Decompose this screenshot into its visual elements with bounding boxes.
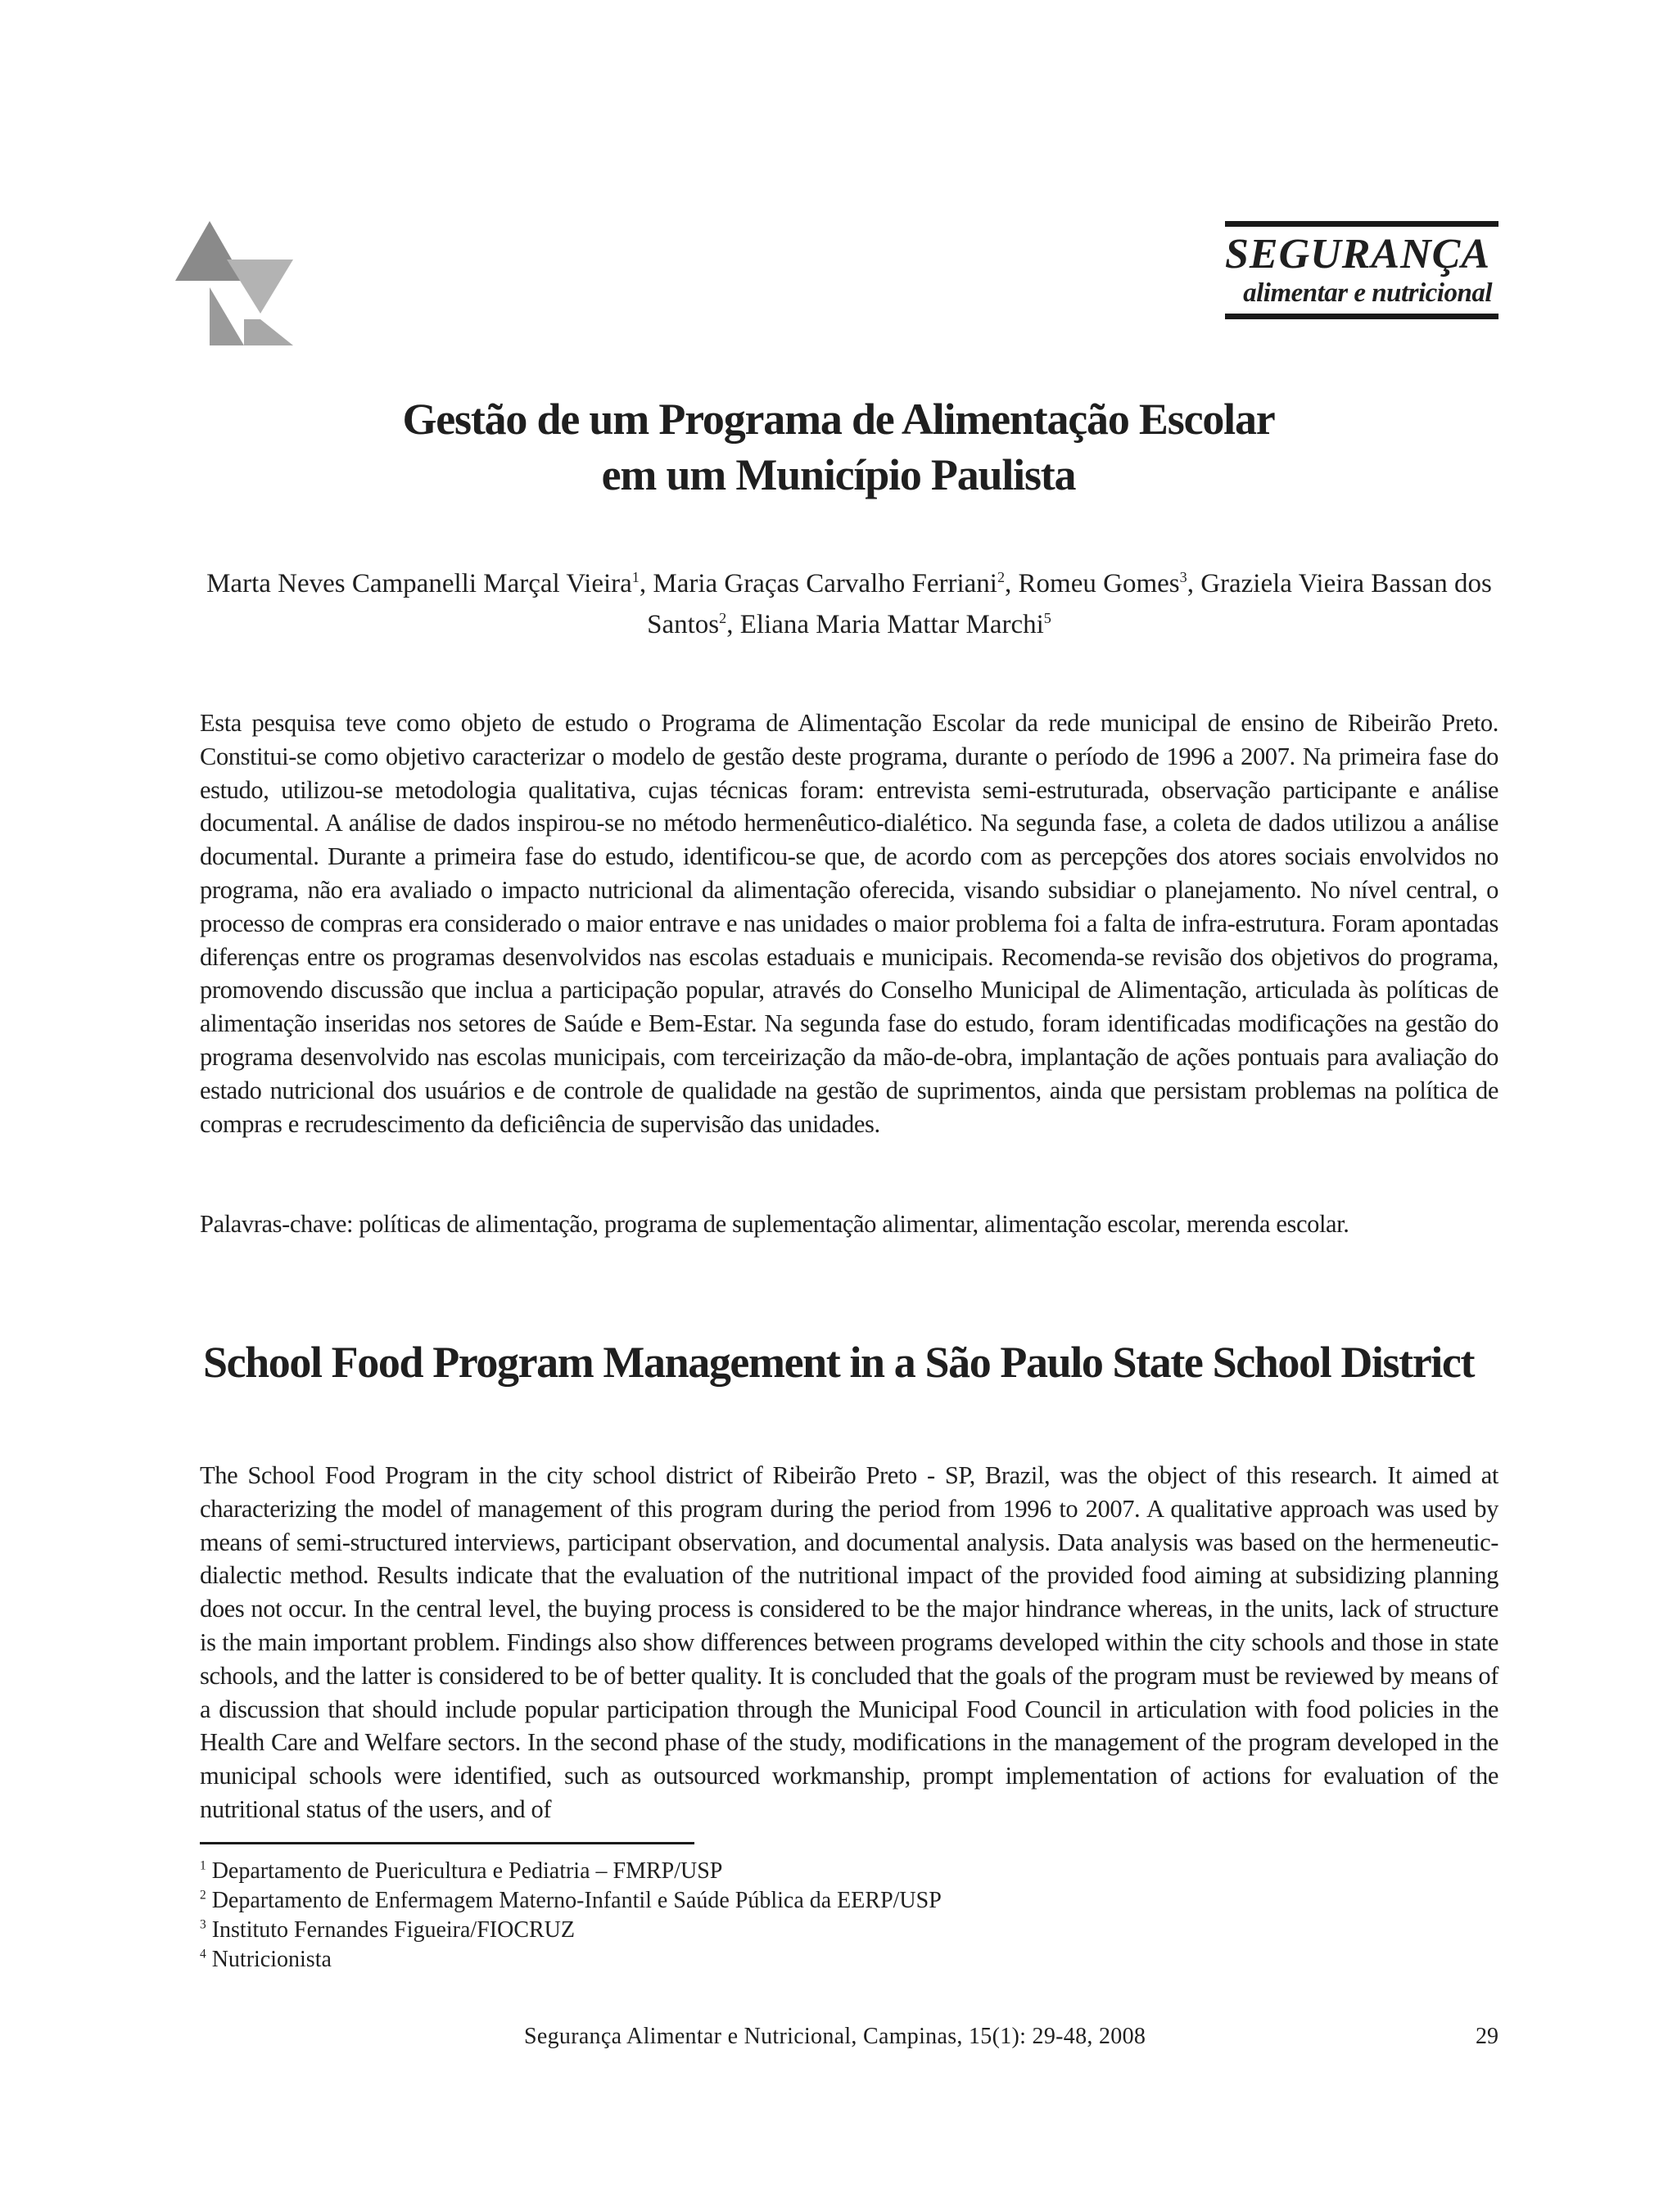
- footnote-number: 3: [200, 1917, 206, 1932]
- author-list: Marta Neves Campanelli Marçal Vieira$^1$, Maria Graças Carvalho Ferriani$^2$, Romeu Gomes$^3$, Graziela Vieira Bassan dos Santos$^2$, Eliana Maria Mattar Marchi$^5$: [206, 569, 1492, 639]
- brand-subtitle: alimentar e nutricional: [1243, 278, 1492, 308]
- article-title-pt-line1: Gestão de um Programa de Alimentação Escolar: [402, 395, 1275, 444]
- footnote-item: [200, 1886, 1182, 1916]
- logo-triangle-large: [175, 221, 244, 281]
- journal-citation: Segurança Alimentar e Nutricional, Campinas, 15(1): 29-48, 2008: [524, 2024, 1146, 2049]
- logo-triangle-bottom: [210, 287, 244, 345]
- abstract-pt: Esta pesquisa teve como objeto de estudo o Programa de Alimentação Escolar da rede municipal de ensino de Ribeirão Preto. Constitui-se como objetivo caracterizar o modelo de gestão deste programa, durante o período de 1996 a 2007. Na primeira fase do estudo, utilizou-se metodologia qualitativa, cujas técnicas foram: entrevista semi-estruturada, observação participante e análise documental. A análise de dados inspirou-se no método hermenêutico-dialético. Na segunda fase, a coleta de dados utilizou a análise documental. Durante a primeira fase do estudo, identificou-se que, de acordo com as percepções dos atores sociais envolvidos no programa, não era avaliado o impacto nutricional da alimentação oferecida, visando subsidiar o planejamento. No nível central, o processo de compras era considerado o maior entrave e nas unidades o maior problema foi a falta de infra-estrutura. Foram apontadas diferenças entre os programas desenvolvidos nas escolas estaduais e municipais. Recomenda-se revisão dos objetivos do programa, promovendo discussão que inclua a participação popular, através do Conselho Municipal de Alimentação, articulada às políticas de alimentação inseridas nos setores de Saúde e Bem-Estar. Na segunda fase do estudo, foram identificadas modificações na gestão do programa desenvolvido nas escolas municipais, com terceirização da mão-de-obra, implantação de ações pontuais para avaliação do estado nutricional dos usuários e de controle de qualidade na gestão de suprimentos, ainda que persistam problemas na política de compras e recrudescimento da deficiência de supervisão das unidades.: [200, 709, 1498, 1138]
- logo-triangle-right: [227, 260, 293, 314]
- footnote-text: Instituto Fernandes Figueira/FIOCRUZ: [211, 1917, 575, 1943]
- abstract-en: The School Food Program in the city school district of Ribeirão Preto - SP, Brazil, was the object of this research. It aimed at characterizing the model of management of this program during the period from 1996 to 2007. A qualitative approach was used by means of semi-structured interviews, participant observation, and documental analysis. Data analysis was based on the hermeneutic-dialectic method. Results indicate that the evaluation of the nutritional impact of the provided food aiming at subsidizing planning does not occur. In the central level, the buying process is considered to be the major hindrance whereas, in the units, lack of structure is the main important problem. Findings also show differences between programs developed within the city schools and those in state schools, and the latter is considered to be of better quality. It is concluded that the goals of the program must be reviewed by means of a discussion that should include popular participation through the Municipal Food Council in articulation with food policies in the Health Care and Welfare sectors. In the second phase of the study, modifications in the management of the program developed in the municipal schools were identified, such as outsourced workmanship, prompt implementation of actions for evaluation of the nutritional status of the users, and of: [200, 1461, 1498, 1823]
- logo-triangle-bottom-right: [244, 319, 293, 345]
- keywords-pt: Palavras-chave: políticas de alimentação, programa de suplementação alimentar, alimentação escolar, merenda escolar.: [200, 1210, 1349, 1238]
- author-name: Eliana Maria Mattar Marchi: [739, 610, 1044, 639]
- brand-rule-top: [1225, 221, 1498, 227]
- footnote-number: 4: [200, 1947, 206, 1961]
- footnote-text: Nutricionista: [211, 1947, 332, 1972]
- footnote-item: [200, 1945, 1182, 1975]
- author-affiliation: 5: [1043, 610, 1051, 626]
- article-title-en: School Food Program Management in a São Paulo State School District: [202, 1338, 1475, 1387]
- brand-rule-bottom: [1225, 314, 1498, 319]
- author-affiliation: 3: [1179, 569, 1187, 585]
- footnote-item: [200, 1916, 1182, 1945]
- article-title-pt-line2: em um Município Paulista: [601, 450, 1076, 499]
- footnotes: [200, 1857, 1182, 1975]
- page-number: 29: [1476, 2024, 1498, 2049]
- author-name: Maria Graças Carvalho Ferriani: [653, 569, 997, 598]
- brand-name: SEGURANÇA: [1225, 231, 1490, 278]
- author-name: Romeu Gomes: [1018, 569, 1180, 598]
- author-affiliation: 2: [719, 610, 727, 626]
- footnote-number: 1: [200, 1858, 206, 1873]
- footnote-item: [200, 1857, 1182, 1886]
- author-name: Graziela Vieira Bassan dos Santos: [647, 569, 1492, 639]
- footnote-number: 2: [200, 1888, 206, 1903]
- footnote-divider: [200, 1842, 694, 1844]
- journal-brand: [1225, 221, 1498, 319]
- author-affiliation: 2: [997, 569, 1006, 585]
- author-name: Marta Neves Campanelli Marçal Vieira: [206, 569, 632, 598]
- article-title-pt: [0, 391, 1677, 503]
- footnote-text: Departamento de Puericultura e Pediatria – FMRP/USP: [211, 1858, 723, 1884]
- footnote-text: Departamento de Enfermagem Materno-Infantil e Saúde Pública da EERP/USP: [211, 1888, 942, 1913]
- journal-logo-triangles-icon: [175, 221, 295, 345]
- author-affiliation: 1: [631, 569, 640, 585]
